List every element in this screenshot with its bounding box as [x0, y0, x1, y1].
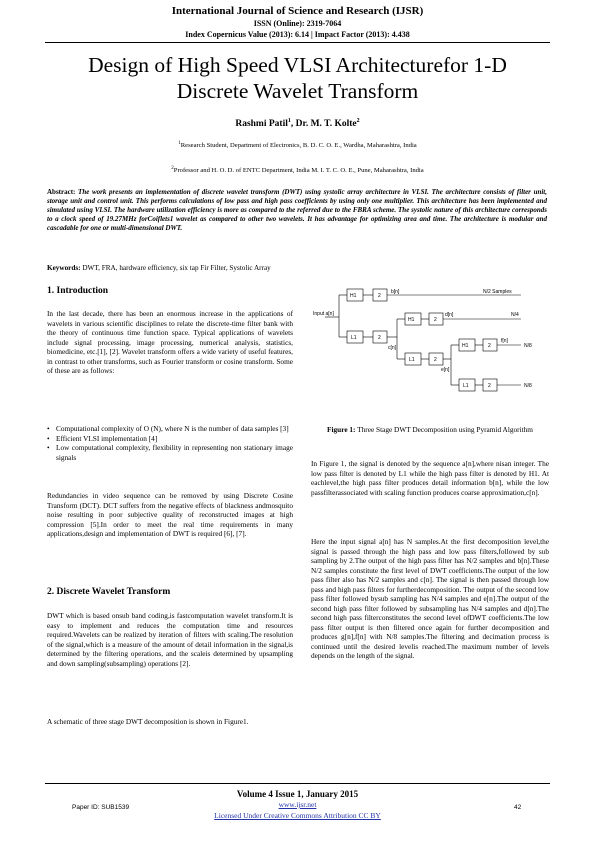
label-bn: b[n]: [391, 289, 400, 295]
dwt-heading: 2. Discrete Wavelet Transform: [47, 587, 171, 597]
bullet-item: • Low computational complexity, flexibility in representing non stationary image signals: [56, 443, 293, 462]
journal-url[interactable]: www.ijsr.net: [278, 800, 317, 809]
label-out-n4: N/4: [511, 312, 519, 318]
volume-issue: Volume 4 Issue 1, January 2015: [236, 789, 359, 799]
affiliation-1: [0, 141, 595, 149]
column2-paragraph-1: In Figure 1, the signal is denoted by the sequence a[n],where nisan integer. The low pass filter is denoted by L1 while the high pass filter is denoted by H1. At eachlevel,the high pass filter produces detail information b[n], while the low passfilterassociated with scaling function produces coarse approximation,c[n].: [311, 459, 549, 497]
journal-name: International Journal of Science and Research (IJSR): [171, 5, 424, 17]
dwt-block-diagram: [311, 285, 549, 420]
label-fn: f[n]: [501, 338, 508, 344]
index-line: Index Copernicus Value (2013): 6.14 | Impact Factor (2013): 4.438: [185, 30, 410, 39]
abstract: [47, 188, 547, 233]
figure-caption-label: Figure 1:: [327, 425, 356, 434]
affiliation-2-text: Professor and H. O. D. of ENTC Department, India M. I. T. C. O. E., Pune, Maharashtra, India: [173, 167, 424, 175]
label-en: e[n]: [441, 367, 450, 373]
author-2: Dr. M. T. Kolte: [295, 119, 357, 130]
label-l1-stage1: L1: [351, 335, 357, 341]
paper-title: [40, 52, 555, 104]
title-line-1: Design of High Speed VLSI Architecturefor 1-D: [88, 53, 507, 77]
dwt-paragraph-1: DWT which is based onsub band coding,is fastcomputation wavelet transform.It is easy to implement and reduces the computation time and resources required.Wavelets can be realized by iteration of filters with scaling.The resolution of the signal,which is a measure of the amount of detail information in the signal,is determined by the filtering operations, and the scaleis determined by upsampling and down sampling(subsampling) operations [2].: [47, 611, 293, 668]
keywords: [47, 264, 547, 272]
keywords-text: DWT, FRA, hardware efficiency, six tap Fir Filter, Systolic Array: [80, 264, 271, 272]
page-number: 42: [514, 804, 522, 811]
abstract-label: Abstract:: [47, 188, 76, 196]
label-cn: c[n]: [388, 345, 397, 351]
author-1-sup: 1: [287, 118, 291, 124]
label-h1-stage2: H1: [408, 317, 415, 323]
author-1: Rashmi Patil: [235, 119, 288, 130]
figure-caption-text: Three Stage DWT Decomposition using Pyramid Algorithm: [355, 425, 533, 434]
paper-id: Paper ID: SUB1539: [72, 804, 130, 811]
figure-caption: [311, 425, 549, 435]
introduction-bullets: [47, 424, 293, 462]
dwt-paragraph-2: A schematic of three stage DWT decomposition is shown in Figure1.: [47, 717, 249, 726]
label-input: Input a[n]: [313, 311, 334, 317]
label-down-6: 2: [488, 383, 491, 389]
affiliation-1-sup: 1: [178, 141, 181, 146]
label-out-n8-b: N/8: [524, 383, 532, 389]
introduction-paragraph-1: In the last decade, there has been an enormous increase in the applications of wavelets in various scientific disciplines to relate the discrete-time filter bank with the theory of continuous time function space. Typical applications of wavelets include signal processing, image processing, numerical analysis, statistics, biomedicine, etc.[1], [2]. Wavelet transform offers a wide variety of useful features, in contrast to other transforms, such as Fourier transform or cosine transform. Some of these are as follows:: [47, 309, 293, 375]
label-dn: d[n]: [445, 312, 454, 318]
author-2-sup: 2: [356, 118, 360, 124]
affiliation-2-sup: 2: [171, 166, 174, 171]
footer-rule: [45, 783, 550, 784]
issn-line: ISSN (Online): 2319-7064: [253, 19, 342, 28]
bullet-item: • Computational complexity of O (N), where N is the number of data samples [3]: [56, 424, 293, 434]
label-down-5: 2: [488, 343, 491, 349]
label-down-2: 2: [378, 335, 381, 341]
label-out-n8-a: N/8: [524, 343, 532, 349]
label-down-1: 2: [378, 293, 381, 299]
column2-paragraph-2: Here the input signal a[n] has N samples.At the first decomposition level,the signal is passed through the high pass and low pass filters,followed by sub sampling by 2.The output of the high pass filter has N/2 samples and b[n].These N/2 samples constitute the first level of DWT coefficients.The output of the low pass filter also has N/2 samples and c[n]. The signal is then passed through low pass and high pass filters for furtherdecomposition. The output of the second low pass filter followed bysub sampling has N/4 samples and e[n].The output of the second high pass filter followed by subsampling has N/4 samples and d[n].The second high pass filterconstitutes the second level ofDWT coefficients.The low pass filter output is then filtered once again for further decomposition and produces g[n],f[n] with N/8 samples.The filtering and decimation process is continued until the desired levelis reached.The maximum number of levels depends on the length of the signal.: [311, 537, 549, 660]
label-h1-stage3: H1: [462, 343, 469, 349]
label-out-n2: N/2 Samples: [483, 289, 512, 295]
header-rule: [45, 42, 550, 43]
introduction-paragraph-2: Redundancies in video sequence can be removed by using Discrete Cosine Transform (DCT). DCT suffers from the negative effects of blackness andmosquito noise resulting in poor subjective quality of reconstructed images at high compression [5].In order to meet the real time requirements in many applications,design and implementation of DWT is required [6], [7].: [47, 491, 293, 538]
authors: [0, 118, 595, 129]
label-down-4: 2: [434, 357, 437, 363]
introduction-heading: 1. Introduction: [47, 286, 109, 296]
label-l1-stage2: L1: [409, 357, 415, 363]
affiliation-2: [0, 166, 595, 174]
license-link[interactable]: Licensed Under Creative Commons Attribution CC BY: [214, 811, 381, 820]
abstract-text: The work presents an implementation of discrete wavelet transform (DWT) using systolic array architecture in VLSI. The architecture consists of filter unit, storage unit and control unit. This performs calculations of low pass and high pass coefficients by using only one multiplier. This architecture has been implemented and simulated using VLSI. The hardware utilization efficiency is more as compared to the referred due to the FBRA scheme. The systolic nature of this architecture corresponds to a clock speed of 19.27MHz forCoiflets1 wavelet as compared to other two wavelets. It has advantage for optimizing area and time. The architecture is modular and cascadable for one or multi-dimensional DWT.: [47, 188, 547, 233]
keywords-label: Keywords:: [47, 264, 81, 272]
label-h1-stage1: H1: [350, 293, 357, 299]
bullet-item: • Efficient VLSI implementation [4]: [56, 434, 293, 444]
affiliation-1-text: Research Student, Department of Electronics, B. D. C. O. E., Wardha, Maharashtra, India: [180, 142, 417, 150]
label-down-3: 2: [434, 317, 437, 323]
label-l1-stage3: L1: [463, 383, 469, 389]
author-separator: ,: [290, 119, 296, 130]
title-line-2: Discrete Wavelet Transform: [176, 79, 419, 103]
